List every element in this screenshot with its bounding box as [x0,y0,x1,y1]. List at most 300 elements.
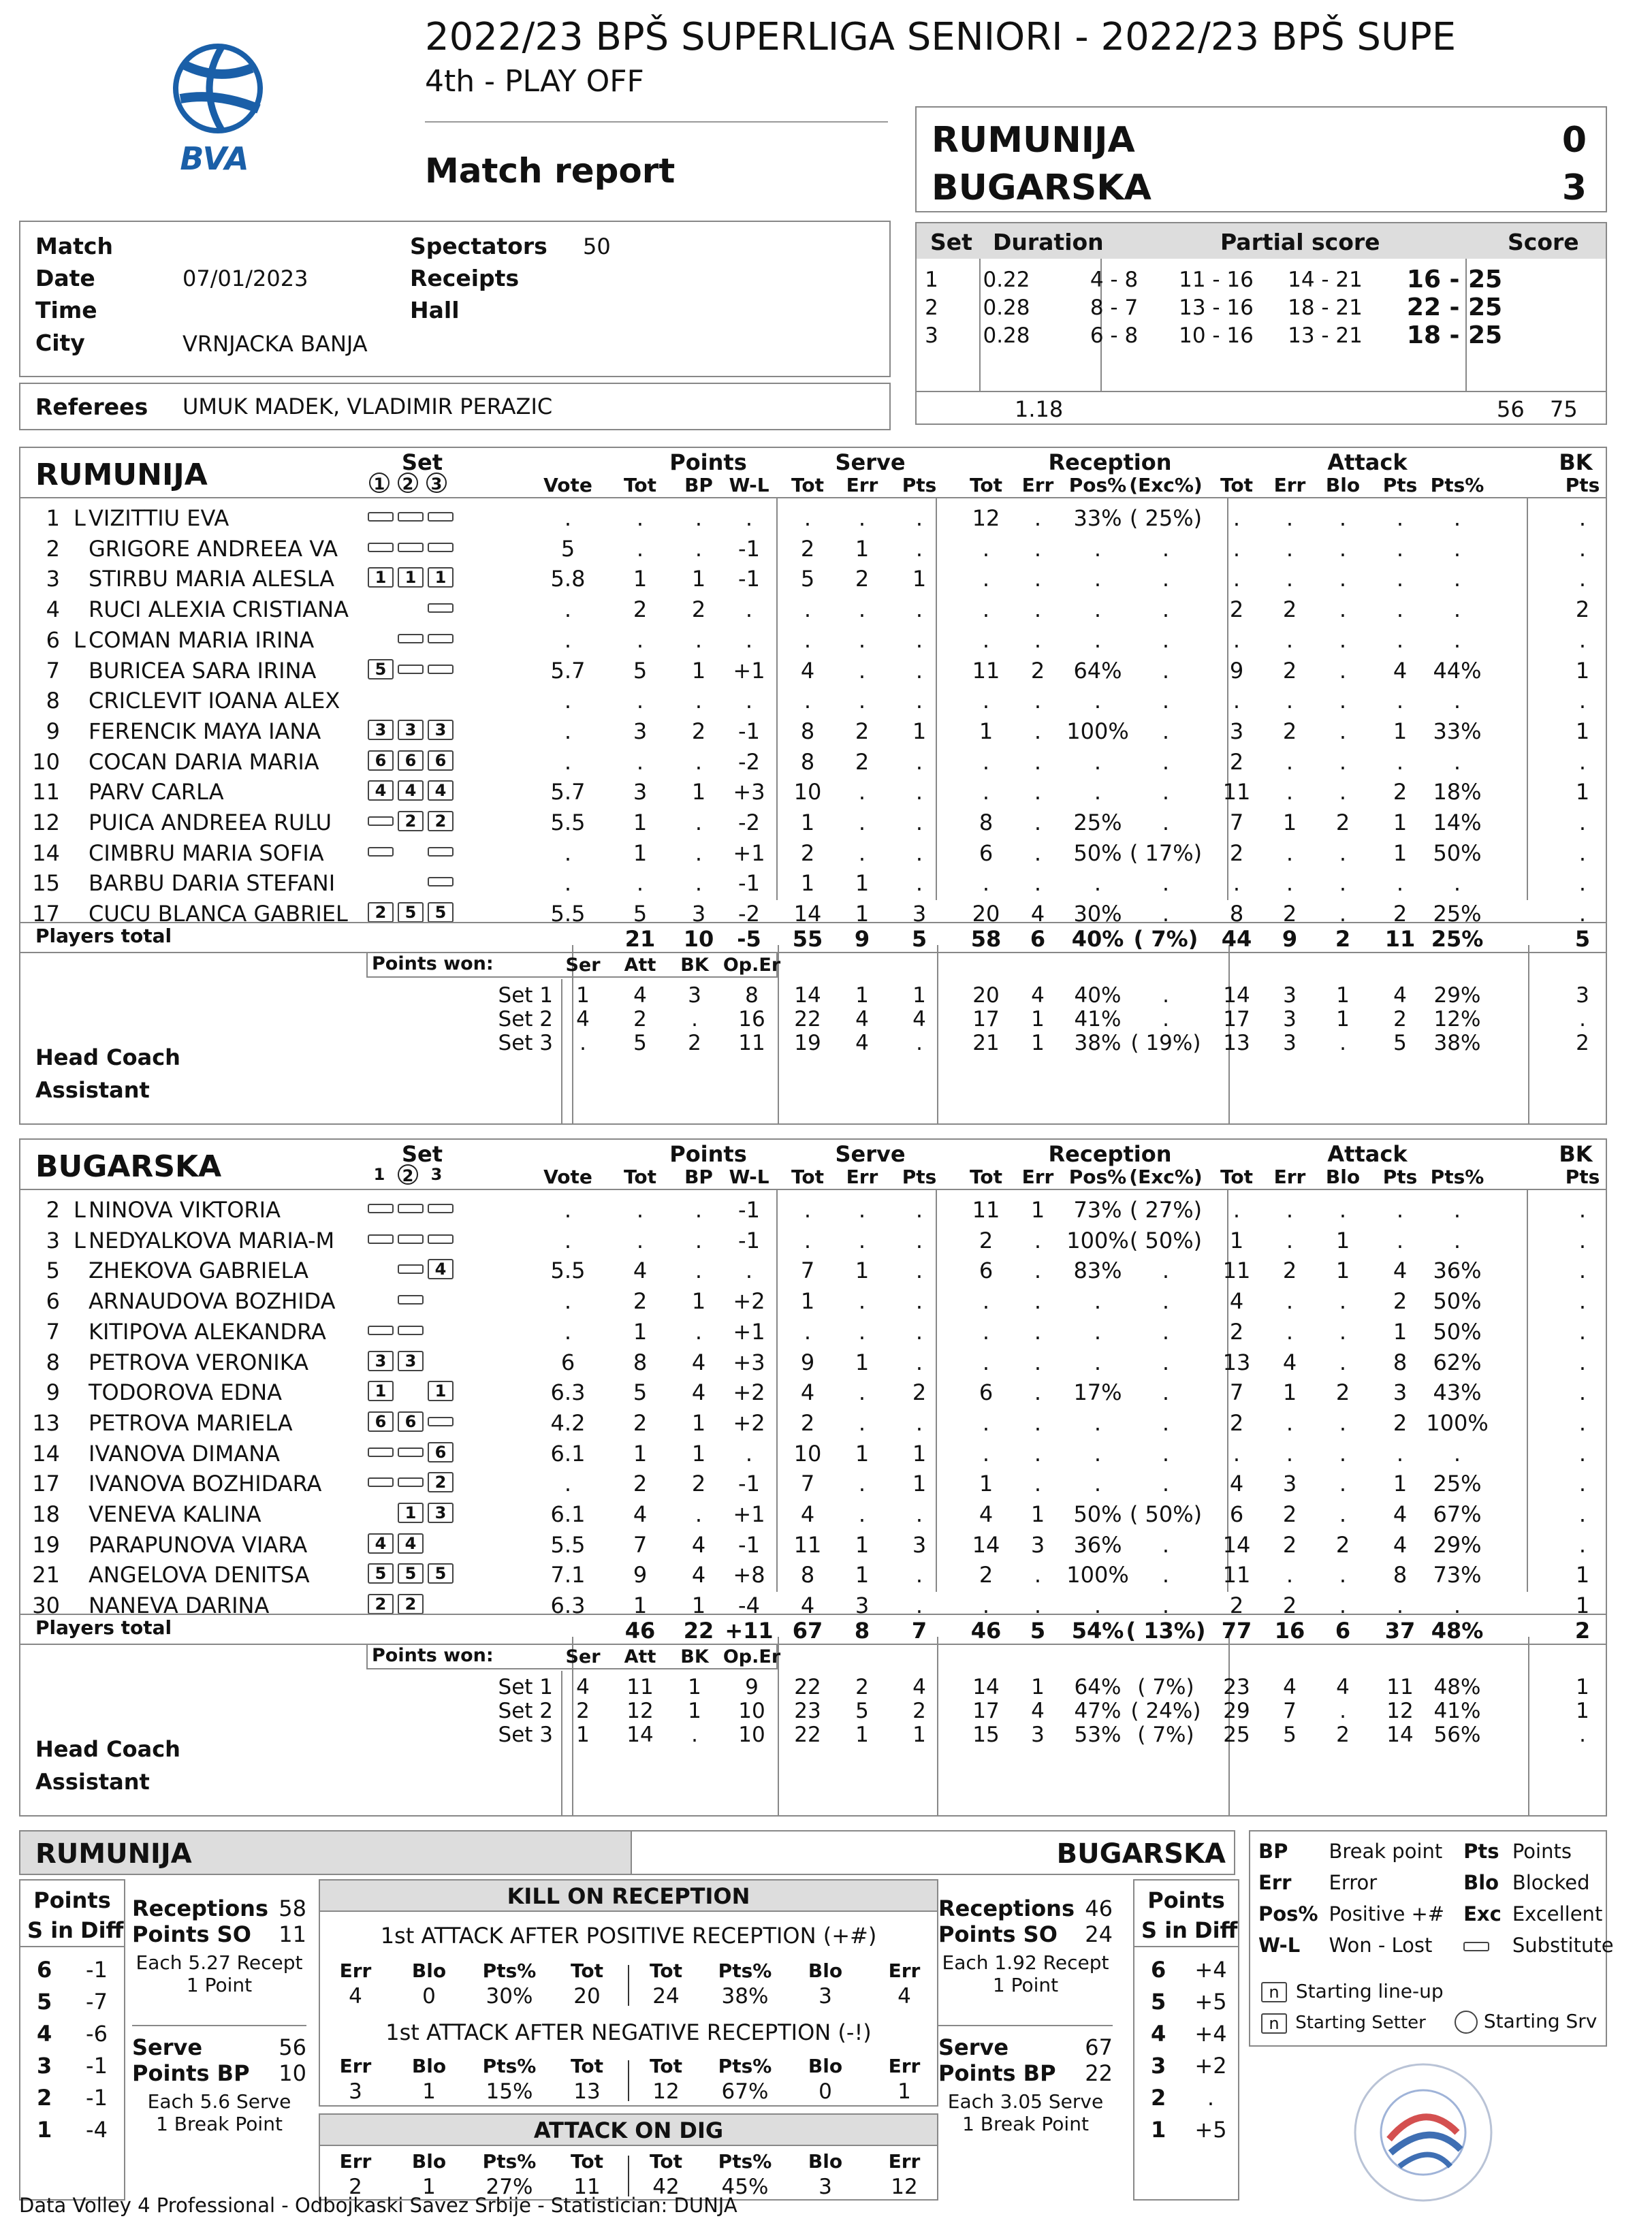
stat-bk: . [1578,839,1587,866]
stat-tot: 1 [633,810,648,835]
stat-rexc: ( 27%) [1129,1197,1203,1223]
stat-aerr: . [1286,1409,1294,1436]
stat-vote: 6.1 [550,1440,586,1467]
stat-spts: 1 [912,566,927,592]
stat-serr: . [858,1379,866,1406]
stat-vote: 5.5 [550,901,586,927]
starting-setter-marker: n [1261,2013,1287,2034]
stat-stot: 1 [800,810,815,835]
set-number: 1 [925,267,938,292]
stat-rerr: . [1034,1288,1042,1315]
home-points-won-label: Points won: [372,953,494,974]
away-set-stat: 1 [855,1723,869,1747]
stat-vote: . [564,748,572,775]
rotation-diff: +5 [1194,1989,1227,2015]
stat-stot: 1 [800,1288,815,1315]
partial-3: 13 - 21 [1288,323,1363,348]
stat-aerr: 1 [1282,810,1297,835]
player-name: GRIGORE ANDREEA VA [89,535,338,562]
rotation-number: 1 [1151,2117,1166,2143]
page-subtitle: 4th - PLAY OFF [425,64,644,99]
stat-aptsp: . [1453,1440,1461,1467]
stat-stot: 10 [793,779,822,805]
stat-serr: . [858,596,866,623]
stat-rexc: . [1162,1531,1170,1558]
stat-bp: 4 [691,1379,706,1406]
player-number: 15 [32,870,60,897]
stat-wl: . [745,626,753,653]
stat-stot: 2 [800,535,815,562]
set-duration: 0.28 [983,323,1030,348]
player-name: CIMBRU MARIA SOFIA [89,839,324,866]
stat-wl: +1 [733,1318,765,1345]
stat-apts: 2 [1393,1409,1408,1436]
player-name: NINOVA VIKTORIA [89,1197,281,1223]
stat-wl: +8 [733,1562,765,1588]
away-so-bp [938,1896,1113,2135]
home-player-row [20,563,1606,593]
stat-vote: 7.1 [550,1562,586,1588]
starting-position-marker: 5 [368,659,394,679]
substitute-marker [398,1295,424,1305]
stat-wl: -1 [738,566,760,592]
negative-value-7: 1 [898,2079,911,2104]
stat-wl: -1 [738,870,760,897]
home-serve-header: Serve [835,449,906,475]
away-set-stat: 1 [576,1723,590,1747]
stat-stot: . [804,596,812,623]
empty-set [398,603,424,613]
starting-position-marker: 6 [428,750,454,771]
stat-wl: +2 [733,1379,765,1406]
home-points-bp-label: Points BP [132,2060,250,2086]
stat-atot: 11 [1222,779,1251,805]
stat-spts: . [915,596,923,623]
stat-tot: 9 [633,1562,648,1588]
substitute-marker [398,512,424,522]
home-set-stat: 1 [576,983,590,1008]
set-row [917,266,1529,293]
stat-vote: 5.5 [550,1531,586,1558]
stat-rexc: . [1162,1562,1170,1588]
starting-position-marker: 1 [398,1503,424,1523]
positive-value-5: 38% [721,1984,769,2009]
stat-bp: 4 [691,1531,706,1558]
home-rot-sin-label: S in [27,1917,74,1943]
stat-atot: 3 [1229,718,1244,744]
stat-aerr: . [1286,1197,1294,1223]
substitute-marker [398,634,424,643]
away-set-stat: 29 [1223,1699,1250,1723]
stat-atot: 13 [1222,1349,1251,1375]
away-set-stat: 17 [972,1699,1000,1723]
libero-flag: L [74,626,86,653]
stat-rerr: 4 [1030,901,1045,927]
home-set-stat: . [691,1007,698,1031]
negative-value-3: 13 [573,2079,601,2104]
home-pw-ser: Ser [565,955,601,976]
substitute-marker [398,1448,424,1457]
away-receptions-value: 46 [1085,1896,1113,1921]
stat-apts: 2 [1393,779,1408,805]
player-number: 19 [32,1531,60,1558]
starting-position-marker: 2 [368,902,394,923]
volleyball-icon [157,41,272,143]
home-set-stat: 4 [633,983,647,1008]
rotation-diff: +5 [1194,2117,1227,2143]
player-number: 7 [46,657,60,684]
stat-aerr: . [1286,688,1294,714]
stat-spts: . [915,1227,923,1253]
home-set-stat: 2 [633,1007,647,1031]
empty-set [368,1508,394,1518]
stat-bk: . [1578,535,1587,562]
stat-serr: . [858,688,866,714]
stat-bk: . [1578,688,1587,714]
stat-stot: 2 [800,1409,815,1436]
stat-bk: . [1578,1318,1587,1345]
positive-title: 1st ATTACK AFTER POSITIVE RECEPTION (+#) [380,1923,877,1949]
stat-tot: 1 [633,1440,648,1467]
stat-bp: . [695,1258,703,1284]
stat-rtot: . [982,688,990,714]
stat-tot: 8 [633,1349,648,1375]
stat-ablo: . [1339,1318,1347,1345]
starting-position-marker: 1 [368,567,394,588]
stat-aerr: . [1286,505,1294,531]
stat-tot: . [636,688,644,714]
stat-rtot: 8 [979,810,994,835]
home-player-row [20,776,1606,806]
negative-col-7: Err [888,2055,921,2077]
stat-atot: 2 [1229,1318,1244,1345]
away-set-col-1: 1 [373,1165,385,1184]
home-pw-bk2: BK [680,955,709,976]
stat-rpos: . [1094,748,1102,775]
stat-aptsp: 36% [1433,1258,1482,1284]
stat-stot: 9 [800,1349,815,1375]
stat-bk: . [1578,1197,1587,1223]
stat-wl: -4 [738,1593,760,1619]
player-name: CUCU BLANCA GABRIEL [89,901,348,927]
substitute-marker [428,634,454,643]
substitute-marker [368,816,394,826]
stat-wl: +1 [733,839,765,866]
home-col-rpos: Pos% [1068,474,1127,496]
starting-position-marker: 5 [398,1563,424,1584]
starting-position-marker: 6 [398,1411,424,1432]
away-col-bp: BP [684,1166,713,1188]
starting-position-marker: 2 [368,1594,394,1614]
stat-stot: . [804,688,812,714]
stat-tot: 1 [633,1593,648,1619]
away-set-stat: 25 [1223,1723,1250,1747]
home-team-title: RUMUNIJA [35,458,208,492]
home-set-stat: 2 [1576,1031,1589,1055]
home-col-rtot: Tot [969,474,1002,496]
stat-stot: 4 [800,657,815,684]
stat-atot: 9 [1229,657,1244,684]
home-players-total-label: Players total [35,925,172,947]
dig-col-0: Err [339,2150,372,2173]
legend-abbr: Pts [1463,1840,1499,1863]
stat-atot: 2 [1229,1593,1244,1619]
stat-rexc: . [1162,596,1170,623]
stat-rexc: . [1162,1409,1170,1436]
partial-2: 11 - 16 [1179,267,1254,292]
away-set-stat: 3 [1031,1723,1045,1747]
rotation-number: 3 [1151,2053,1166,2079]
away-set-col-3: 3 [430,1165,443,1184]
stat-rerr: . [1034,1227,1042,1253]
stat-wl: . [745,1440,753,1467]
home-col-bp: BP [684,474,713,496]
stat-tot: . [636,1197,644,1223]
away-player-row [20,1255,1606,1285]
away-set-stat: ( 24%) [1130,1699,1201,1723]
away-player-row [20,1377,1606,1407]
player-name: BURICEA SARA IRINA [89,657,317,684]
away-set-stat: 48% [1433,1675,1481,1699]
stat-rexc: ( 50%) [1129,1501,1203,1527]
stat-vote: . [564,1288,572,1315]
away-col-rtot: Tot [969,1166,1002,1188]
empty-set [368,634,394,643]
empty-set [398,1386,424,1396]
stat-bk: . [1578,1379,1587,1406]
set-duration: 0.28 [983,295,1030,320]
stat-rerr: . [1034,626,1042,653]
stat-rexc: . [1162,688,1170,714]
starting-position-marker: 1 [428,567,454,588]
stat-rerr: . [1034,870,1042,897]
away-set-stat: . [691,1723,698,1747]
away-total-rexc: ( 13%) [1126,1618,1206,1644]
starting-position-marker: 2 [398,1594,424,1614]
set-duration: 0.22 [983,267,1030,292]
stat-rerr: . [1034,535,1042,562]
away-total-spts: 7 [911,1618,927,1644]
stat-aerr: 2 [1282,718,1297,744]
dig-col-7: Err [888,2150,921,2173]
player-number: 1 [46,505,60,531]
away-set-stat: 2 [1336,1723,1350,1747]
home-player-row [20,685,1606,715]
stat-rtot: . [982,1318,990,1345]
stat-wl: +3 [733,1349,765,1375]
stat-rtot: 2 [979,1562,994,1588]
stat-ablo: . [1339,1409,1347,1436]
set-row [917,293,1529,321]
stat-serr: 1 [855,1531,870,1558]
away-col-aptsp: Pts% [1430,1166,1484,1188]
rotation-number: 4 [1151,2021,1166,2047]
stat-aerr: 1 [1282,1379,1297,1406]
stat-rerr: . [1034,718,1042,744]
stat-rpos: . [1094,1593,1102,1619]
stat-stot: 4 [800,1379,815,1406]
away-pw-oper: Op.Er [722,1646,781,1667]
player-number: 12 [32,810,60,835]
legend-desc: Positive +# [1329,1902,1445,1925]
stat-wl: +2 [733,1288,765,1315]
stat-bp: 4 [691,1562,706,1588]
starting-position-marker: 4 [398,780,424,801]
empty-set [428,1599,454,1609]
home-set-stat: 3 [1283,1007,1297,1031]
stat-ablo: 2 [1335,1379,1350,1406]
date-label: Date [35,265,95,291]
home-so-bp [132,1896,306,2135]
rotation-diff: -6 [86,2021,108,2047]
player-number: 5 [46,1258,60,1284]
stat-bk: . [1578,1531,1587,1558]
stat-rpos: . [1094,535,1102,562]
away-pw-att: Att [624,1646,656,1667]
stat-rtot: . [982,535,990,562]
home-attack-header: Attack [1327,449,1408,475]
substitute-marker [428,1234,454,1244]
legend-desc: Won - Lost [1329,1934,1433,1957]
sets-col-partial: Partial score [1220,229,1380,255]
rotation-diff: -1 [86,1957,108,1983]
starting-position-marker: 1 [398,567,424,588]
stat-ablo: . [1339,688,1347,714]
away-set-stat: 7 [1283,1699,1297,1723]
stat-tot: . [636,870,644,897]
stat-aptsp: 73% [1433,1562,1482,1588]
stat-aptsp: 50% [1433,1318,1482,1345]
stat-bk: . [1578,1471,1587,1497]
home-set-stat: 14 [794,983,821,1008]
starting-position-marker: 4 [428,1259,454,1279]
stat-vote: 5.7 [550,779,586,805]
stat-apts: 4 [1393,1258,1408,1284]
legend-desc: Points [1512,1840,1572,1863]
set-score: 16 - 25 [1406,266,1503,293]
stat-serr: 1 [855,1258,870,1284]
stat-atot: 2 [1229,1409,1244,1436]
home-col-stot: Tot [791,474,824,496]
stat-tot: 1 [633,1318,648,1345]
home-total-spts: 5 [911,926,927,952]
away-col-atot: Tot [1220,1166,1253,1188]
stat-wl: -1 [738,535,760,562]
home-col-aerr: Err [1273,474,1306,496]
home-col-vote: Vote [543,474,592,496]
away-set-stat: 53% [1074,1723,1122,1747]
stat-bp: 1 [691,566,706,592]
stat-atot: . [1233,535,1241,562]
away-total-tot: 46 [624,1618,656,1644]
away-set-stat: 5 [855,1699,869,1723]
stat-aptsp: 43% [1433,1379,1482,1406]
rotation-diff: +4 [1194,1957,1227,1983]
stat-ablo: . [1339,657,1347,684]
stat-apts: 3 [1393,1379,1408,1406]
stat-bp: . [695,688,703,714]
home-player-row [20,594,1606,624]
dig-col-2: Pts% [482,2150,537,2173]
stat-rpos: 50% [1073,839,1122,866]
home-player-row [20,807,1606,837]
starting-lineup-label: Starting line-up [1295,1980,1444,2002]
starting-position-marker: 3 [428,720,454,740]
player-name: VIZITTIU EVA [89,505,229,531]
positive-value-4: 24 [652,1984,680,2009]
negative-value-0: 3 [349,2079,362,2104]
stat-rpos: 30% [1073,901,1122,927]
legend-abbr: Pos% [1258,1902,1318,1925]
away-player-row [20,1316,1606,1346]
positive-col-1: Blo [411,1960,447,1982]
stat-rtot: . [982,779,990,805]
stat-rexc: . [1162,1258,1170,1284]
player-name: VENEVA KALINA [89,1501,261,1527]
stat-aerr: 4 [1282,1349,1297,1375]
stat-bk: . [1578,1501,1587,1527]
rotation-diff: -7 [86,1989,108,2015]
home-set-stat: 21 [972,1031,1000,1055]
stat-rpos: . [1094,1440,1102,1467]
dig-title: ATTACK ON DIG [533,2117,724,2143]
away-total-atot: 77 [1221,1618,1252,1644]
stat-serr: . [858,1409,866,1436]
stat-bp: 2 [691,718,706,744]
away-set-stat: 9 [745,1675,759,1699]
rotation-number: 5 [1151,1989,1166,2015]
set-score: 18 - 25 [1406,321,1503,349]
away-total-rpos: 54% [1071,1618,1124,1644]
stat-aptsp: . [1453,688,1461,714]
stat-spts: 1 [912,718,927,744]
home-rot-points-label: Points [33,1887,111,1913]
stat-rpos: 36% [1073,1531,1122,1558]
stat-apts: . [1396,688,1404,714]
player-name: COCAN DARIA MARIA [89,748,319,775]
stat-stot: . [804,505,812,531]
starting-position-marker: 3 [398,1351,424,1371]
player-name: RUCI ALEXIA CRISTIANA [89,596,349,623]
stat-bp: 1 [691,1593,706,1619]
home-set-stat: 17 [1223,1007,1250,1031]
home-total-wl: -5 [737,926,761,952]
stat-aptsp: . [1453,596,1461,623]
stat-aptsp: . [1453,566,1461,592]
stat-tot: 2 [633,1288,648,1315]
home-total-aerr: 9 [1282,926,1298,952]
starting-srv-label: Starting Srv [1483,2010,1598,2032]
libero-flag: L [74,1227,86,1253]
summary-home-name: RUMUNIJA [35,1838,192,1870]
away-points-so-label: Points SO [938,1921,1058,1947]
stat-atot: 11 [1222,1562,1251,1588]
stat-rpos: . [1094,1349,1102,1375]
away-set-stat: 11 [626,1675,654,1699]
stat-rpos: 33% [1073,505,1122,531]
stat-aerr: . [1286,839,1294,866]
stat-rexc: . [1162,810,1170,835]
stat-rerr: . [1034,1471,1042,1497]
stat-spts: . [915,505,923,531]
score-box [915,106,1607,212]
stat-rpos: . [1094,566,1102,592]
home-set-stat: 19 [794,1031,821,1055]
player-number: 9 [46,1379,60,1406]
stat-rpos: . [1094,1409,1102,1436]
match-label: Match [35,233,113,259]
player-number: 17 [32,901,60,927]
